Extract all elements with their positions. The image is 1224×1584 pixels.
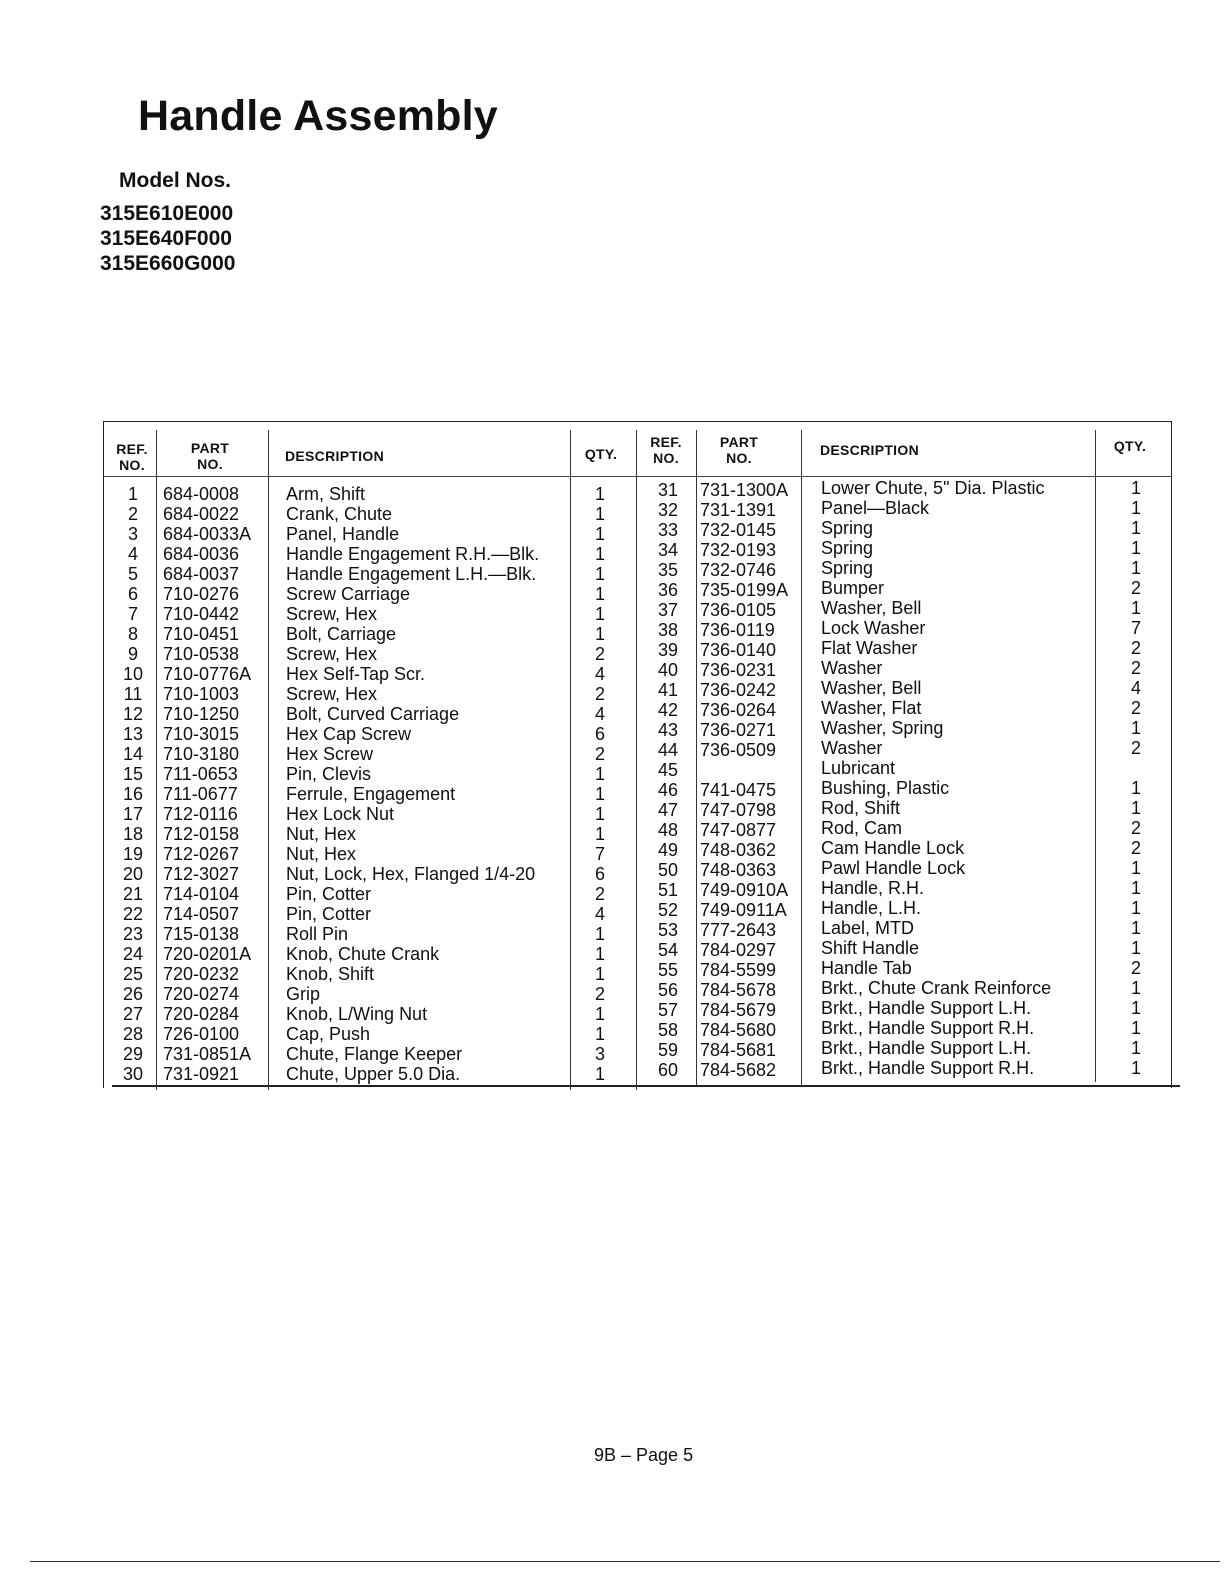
table-cell: 784-5681 (700, 1040, 777, 1060)
table-cell: 726-0100 (163, 1024, 240, 1044)
table-cell: 38 (657, 620, 679, 640)
table-cell: 784-5682 (700, 1060, 777, 1080)
table-cell: 747-0798 (700, 800, 777, 820)
table-cell: 1 (1130, 498, 1141, 518)
table-cell: 18 (122, 824, 144, 844)
table-cell: Pin, Cotter (286, 904, 372, 924)
table-cell: 736-0242 (700, 680, 777, 700)
table-cell: 1 (594, 484, 605, 504)
model-number: 315E640F000 (100, 227, 232, 250)
table-cell: 43 (657, 720, 679, 740)
table-cell: 48 (657, 820, 679, 840)
table-cell: 5 (127, 564, 138, 584)
table-cell: 720-0201A (163, 944, 252, 964)
table-cell: 33 (657, 520, 679, 540)
table-cell: 4 (127, 544, 138, 564)
table-cell: 56 (657, 980, 679, 1000)
table-cell: Cap, Push (286, 1024, 371, 1044)
table-cell: 58 (657, 1020, 679, 1040)
table-cell: 1 (1130, 778, 1141, 798)
table-cell: 9 (127, 644, 138, 664)
table-cell: 731-0921 (163, 1064, 240, 1084)
table-cell: 10 (122, 664, 144, 684)
part-no-column (163, 484, 268, 1084)
table-cell: Washer, Bell (821, 598, 922, 618)
table-cell: 711-0677 (163, 784, 238, 804)
table-cell: 6 (594, 864, 605, 884)
table-cell: 736-0119 (700, 620, 775, 640)
table-cell: Rod, Shift (821, 798, 901, 818)
table-cell: 6 (127, 584, 138, 604)
column-divider (268, 430, 269, 1090)
table-cell: 720-0274 (163, 984, 240, 1004)
table-cell: 23 (122, 924, 144, 944)
table-cell: Brkt., Chute Crank Reinforce (821, 978, 1052, 998)
table-cell: 748-0362 (700, 840, 777, 860)
table-cell: 7 (594, 844, 605, 864)
table-cell: Brkt., Handle Support L.H. (821, 1038, 1032, 1058)
table-cell: Handle, R.H. (821, 878, 925, 898)
table-cell: Bolt, Curved Carriage (286, 704, 460, 724)
qty-column (1112, 478, 1160, 1078)
table-cell: 47 (657, 800, 679, 820)
table-cell: Roll Pin (286, 924, 349, 944)
table-cell: 732-0193 (700, 540, 777, 560)
column-divider (570, 430, 571, 1090)
ref-no-column (110, 484, 156, 1084)
table-cell: 710-0276 (163, 584, 240, 604)
table-cell: 2 (1130, 698, 1141, 718)
table-cell: 20 (122, 864, 144, 884)
table-cell: 684-0036 (163, 544, 240, 564)
column-divider (156, 430, 157, 1090)
table-cell: 736-0231 (700, 660, 777, 680)
table-cell: Spring (821, 518, 874, 538)
table-cell: Ferrule, Engagement (286, 784, 456, 804)
table-cell: 12 (122, 704, 144, 724)
table-cell: 712-3027 (163, 864, 240, 884)
table-cell: 2 (127, 504, 138, 524)
table-bottom-border (112, 1085, 1180, 1087)
table-cell: 19 (122, 844, 144, 864)
table-cell: Shift Handle (821, 938, 920, 958)
table-cell: 684-0008 (163, 484, 240, 504)
table-cell: Cam Handle Lock (821, 838, 965, 858)
table-cell: 40 (657, 660, 679, 680)
table-cell: 13 (122, 724, 144, 744)
header-qty: QTY. (1113, 438, 1147, 454)
table-cell: Screw, Hex (286, 604, 378, 624)
table-cell: 28 (122, 1024, 144, 1044)
table-cell: 24 (122, 944, 144, 964)
table-cell: 32 (657, 500, 679, 520)
table-cell: 732-0145 (700, 520, 777, 540)
table-cell: 1 (594, 944, 605, 964)
table-cell: 2 (594, 884, 605, 904)
part-no-column (700, 480, 801, 1080)
table-cell: Washer, Bell (821, 678, 922, 698)
table-cell: 6 (594, 724, 605, 744)
table-cell: 1 (1130, 718, 1141, 738)
table-cell: 1 (594, 1024, 605, 1044)
column-divider (801, 430, 802, 1086)
table-cell: 51 (657, 880, 679, 900)
table-cell: 2 (594, 984, 605, 1004)
table-cell: 747-0877 (700, 820, 777, 840)
description-column (821, 478, 1095, 1078)
table-cell: 1 (1130, 898, 1141, 918)
parts-table (103, 421, 1172, 1088)
qty-column (578, 484, 622, 1084)
table-cell: 736-0140 (700, 640, 777, 660)
table-cell: 710-3180 (163, 744, 240, 764)
table-cell: 784-5599 (700, 960, 777, 980)
table-cell: 4 (594, 904, 605, 924)
table-cell: Pin, Clevis (286, 764, 372, 784)
table-cell: 712-0158 (163, 824, 240, 844)
table-cell: 46 (657, 780, 679, 800)
table-cell: 1 (1130, 978, 1141, 998)
header-qty: QTY. (584, 446, 618, 462)
table-cell (700, 760, 801, 780)
table-cell: 731-1391 (700, 500, 777, 520)
table-cell: Lock Washer (821, 618, 926, 638)
table-cell: Label, MTD (821, 918, 915, 938)
header-ref-no: REF. NO. (650, 434, 682, 466)
table-cell: 731-1300A (700, 480, 789, 500)
table-cell: 784-0297 (700, 940, 777, 960)
table-cell: 784-5679 (700, 1000, 777, 1020)
table-cell: Handle Engagement R.H.—Blk. (286, 544, 540, 564)
table-cell: 749-0910A (700, 880, 789, 900)
table-cell: 45 (657, 760, 679, 780)
table-cell: 714-0104 (163, 884, 240, 904)
table-cell: Knob, Chute Crank (286, 944, 440, 964)
table-cell: Nut, Lock, Hex, Flanged 1/4-20 (286, 864, 536, 884)
table-cell: Washer, Flat (821, 698, 922, 718)
table-cell: 714-0507 (163, 904, 240, 924)
table-cell: Brkt., Handle Support R.H. (821, 1018, 1035, 1038)
table-cell: 715-0138 (163, 924, 240, 944)
header-description: DESCRIPTION (820, 442, 919, 458)
table-cell: 710-0776A (163, 664, 252, 684)
page-bottom-rule (30, 1561, 1220, 1562)
table-cell: 42 (657, 700, 679, 720)
table-cell: 31 (657, 480, 679, 500)
table-cell: 736-0271 (700, 720, 777, 740)
table-cell: Spring (821, 538, 874, 558)
table-cell: Chute, Upper 5.0 Dia. (286, 1064, 461, 1084)
table-cell: 1 (127, 484, 138, 504)
table-cell: 1 (594, 624, 605, 644)
table-cell: 736-0105 (700, 600, 777, 620)
table-cell: 59 (657, 1040, 679, 1060)
header-divider (104, 476, 1171, 477)
table-cell: Hex Self-Tap Scr. (286, 664, 426, 684)
table-cell: Nut, Hex (286, 824, 357, 844)
table-cell: 712-0116 (163, 804, 238, 824)
table-cell: 1 (594, 604, 605, 624)
table-cell: 1 (1130, 938, 1141, 958)
table-cell: 710-3015 (163, 724, 240, 744)
table-cell: 55 (657, 960, 679, 980)
table-cell: Washer (821, 738, 883, 758)
table-cell: 1 (594, 584, 605, 604)
table-cell: 11 (123, 684, 143, 704)
table-cell: 1 (1130, 878, 1141, 898)
table-cell: 1 (594, 784, 605, 804)
table-cell: 4 (594, 664, 605, 684)
table-cell: 2 (594, 644, 605, 664)
table-cell: 741-0475 (700, 780, 777, 800)
table-cell: Screw, Hex (286, 644, 378, 664)
table-cell: 57 (657, 1000, 679, 1020)
table-cell (1112, 758, 1160, 778)
column-divider (1095, 430, 1096, 1082)
table-cell: 60 (657, 1060, 679, 1080)
table-cell: Panel—Black (821, 498, 930, 518)
table-cell: 52 (657, 900, 679, 920)
table-cell: Spring (821, 558, 874, 578)
table-cell: 1 (594, 764, 605, 784)
table-cell: 4 (1130, 678, 1141, 698)
table-cell: Screw, Hex (286, 684, 378, 704)
table-cell: 736-0264 (700, 700, 777, 720)
table-cell: Grip (286, 984, 321, 1004)
table-cell: 1 (1130, 478, 1141, 498)
table-cell: 41 (657, 680, 679, 700)
table-cell: 710-1250 (163, 704, 240, 724)
table-cell: 684-0022 (163, 504, 240, 524)
table-cell: Chute, Flange Keeper (286, 1044, 463, 1064)
table-cell: Panel, Handle (286, 524, 400, 544)
ref-no-column (640, 480, 696, 1080)
table-cell: 2 (1130, 958, 1141, 978)
table-cell: 1 (1130, 798, 1141, 818)
table-cell: 1 (1130, 1058, 1141, 1078)
table-cell: 710-1003 (163, 684, 240, 704)
table-cell: 21 (122, 884, 144, 904)
table-cell: 710-0451 (163, 624, 240, 644)
table-cell: 53 (657, 920, 679, 940)
table-cell: 50 (657, 860, 679, 880)
table-cell: 49 (657, 840, 679, 860)
table-cell: 2 (1130, 638, 1141, 658)
table-cell: 3 (594, 1044, 605, 1064)
table-cell: 1 (594, 564, 605, 584)
table-cell: 748-0363 (700, 860, 777, 880)
table-cell: 711-0653 (163, 764, 238, 784)
table-cell: Handle Tab (821, 958, 912, 978)
table-cell: 1 (594, 504, 605, 524)
model-numbers-list (100, 201, 235, 276)
table-cell: 29 (122, 1044, 144, 1064)
table-cell: 777-2643 (700, 920, 777, 940)
table-cell: 1 (1130, 558, 1141, 578)
table-cell: 1 (1130, 1018, 1141, 1038)
table-cell: 784-5678 (700, 980, 777, 1000)
column-divider (696, 430, 697, 1086)
table-cell: 1 (594, 524, 605, 544)
table-cell: 684-0033A (163, 524, 252, 544)
model-number: 315E610E000 (100, 202, 234, 225)
table-cell: 1 (1130, 1038, 1141, 1058)
table-cell: 710-0442 (163, 604, 240, 624)
page-title: Handle Assembly (138, 92, 498, 140)
table-cell: Handle Engagement L.H.—Blk. (286, 564, 537, 584)
table-cell: Arm, Shift (286, 484, 366, 504)
table-cell: Pin, Cotter (286, 884, 372, 904)
table-cell: 44 (657, 740, 679, 760)
table-cell: 2 (1130, 738, 1141, 758)
table-cell: Handle, L.H. (821, 898, 922, 918)
table-cell: Knob, Shift (286, 964, 375, 984)
table-cell: 736-0509 (700, 740, 777, 760)
table-cell: Hex Screw (286, 744, 374, 764)
table-cell: 1 (1130, 538, 1141, 558)
table-cell: 7 (1130, 618, 1141, 638)
table-cell: 1 (1130, 598, 1141, 618)
table-cell: Nut, Hex (286, 844, 357, 864)
table-cell: 2 (594, 744, 605, 764)
table-cell: 720-0284 (163, 1004, 240, 1024)
table-cell: 1 (594, 1004, 605, 1024)
table-cell: 27 (122, 1004, 144, 1024)
model-numbers-label: Model Nos. (119, 169, 232, 192)
table-cell: 35 (657, 560, 679, 580)
table-cell: 731-0851A (163, 1044, 252, 1064)
table-cell: 8 (127, 624, 138, 644)
table-cell: 1 (1130, 858, 1141, 878)
table-cell: 14 (122, 744, 144, 764)
table-cell: Bumper (821, 578, 885, 598)
table-cell: 39 (657, 640, 679, 660)
table-cell: 749-0911A (700, 900, 787, 920)
table-cell: 26 (122, 984, 144, 1004)
table-cell: 16 (122, 784, 144, 804)
table-cell: 2 (1130, 658, 1141, 678)
table-cell: 2 (1130, 578, 1141, 598)
table-cell: 735-0199A (700, 580, 789, 600)
table-cell: 34 (657, 540, 679, 560)
table-cell: 1 (594, 544, 605, 564)
table-cell: Hex Cap Screw (286, 724, 412, 744)
header-part-no: PART NO. (190, 440, 230, 472)
table-cell: 712-0267 (163, 844, 240, 864)
page-number: 9B – Page 5 (594, 1445, 694, 1465)
table-cell: 30 (122, 1064, 144, 1084)
table-cell: 720-0232 (163, 964, 240, 984)
table-cell: Brkt., Handle Support R.H. (821, 1058, 1035, 1078)
table-cell: 732-0746 (700, 560, 777, 580)
table-cell: 25 (122, 964, 144, 984)
table-cell: 7 (127, 604, 138, 624)
table-cell: Flat Washer (821, 638, 918, 658)
table-cell: Rod, Cam (821, 818, 903, 838)
table-cell: 1 (594, 1064, 605, 1084)
table-cell: Washer, Spring (821, 718, 944, 738)
table-cell: 1 (1130, 918, 1141, 938)
table-cell: 1 (1130, 518, 1141, 538)
table-cell: 1 (1130, 998, 1141, 1018)
table-cell: 2 (594, 684, 605, 704)
table-cell: Pawl Handle Lock (821, 858, 966, 878)
table-cell: 4 (594, 704, 605, 724)
table-cell: Lower Chute, 5" Dia. Plastic (821, 478, 1045, 498)
table-cell: 17 (122, 804, 144, 824)
table-cell: 710-0538 (163, 644, 240, 664)
table-cell: Lubricant (821, 758, 896, 778)
table-cell: 36 (657, 580, 679, 600)
table-cell: Bolt, Carriage (286, 624, 397, 644)
column-divider (636, 430, 637, 1090)
table-cell: Brkt., Handle Support L.H. (821, 998, 1032, 1018)
table-cell: Crank, Chute (286, 504, 393, 524)
model-number: 315E660G000 (100, 252, 236, 275)
table-cell: 54 (657, 940, 679, 960)
table-cell: 3 (127, 524, 138, 544)
table-cell: 15 (122, 764, 144, 784)
table-cell: 684-0037 (163, 564, 240, 584)
table-cell: 2 (1130, 838, 1141, 858)
table-cell: Washer (821, 658, 883, 678)
table-cell: Bushing, Plastic (821, 778, 950, 798)
header-ref-no: REF. NO. (116, 441, 148, 473)
table-cell: 37 (657, 600, 679, 620)
table-cell: 1 (594, 924, 605, 944)
description-column (286, 484, 570, 1084)
table-cell: Screw Carriage (286, 584, 411, 604)
table-cell: 2 (1130, 818, 1141, 838)
table-cell: 1 (594, 804, 605, 824)
table-cell: 1 (594, 964, 605, 984)
header-part-no: PART NO. (719, 434, 759, 466)
table-cell: 784-5680 (700, 1020, 777, 1040)
table-cell: 1 (594, 824, 605, 844)
header-description: DESCRIPTION (285, 448, 384, 464)
table-cell: 22 (122, 904, 144, 924)
table-cell: Hex Lock Nut (286, 804, 395, 824)
table-cell: Knob, L/Wing Nut (286, 1004, 428, 1024)
